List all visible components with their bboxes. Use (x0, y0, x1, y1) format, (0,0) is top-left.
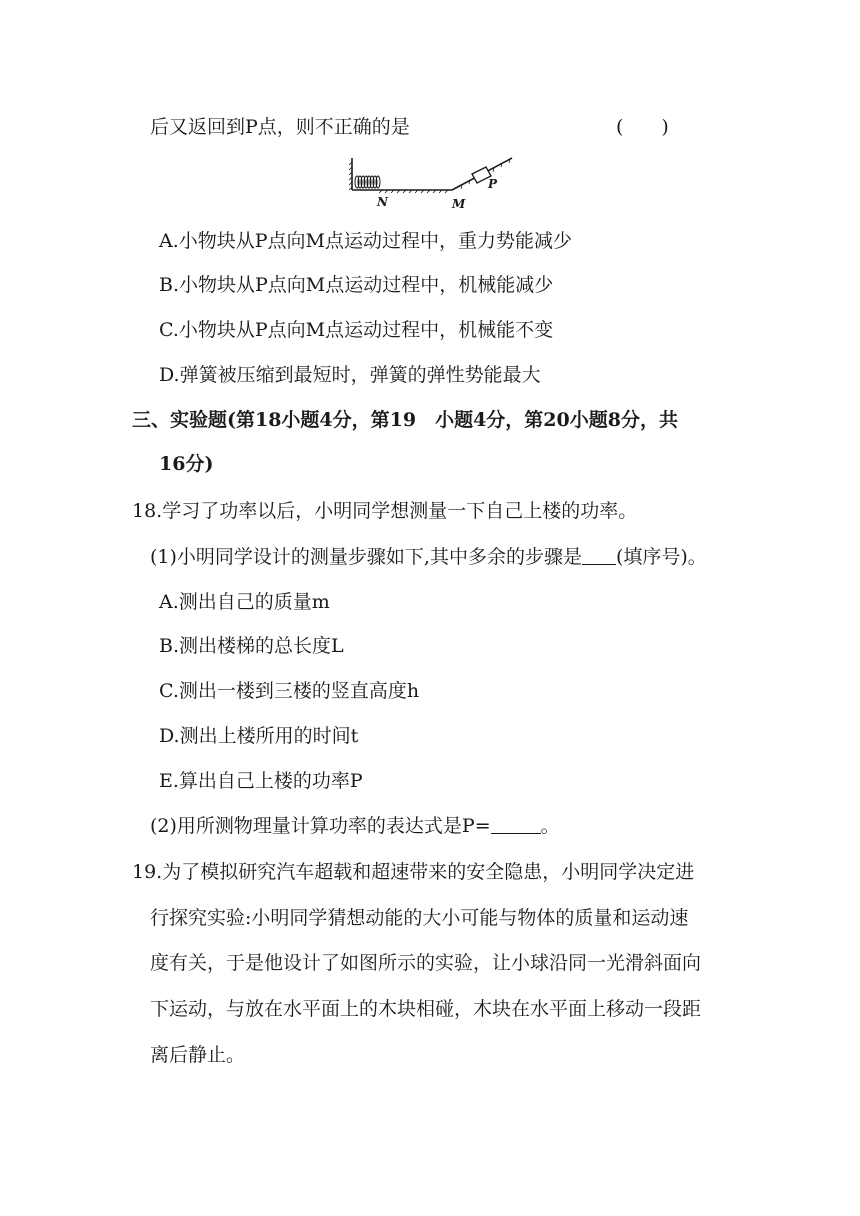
q18-part2-after: 。 (540, 815, 560, 837)
label-m: M (452, 197, 466, 211)
q19-line-4: 下运动，与放在水平面上的木块相碰，木块在水平面上移动一段距 (150, 998, 702, 1020)
q18-part2-before: (2)用所测物理量计算功率的表达式是P= (150, 815, 491, 837)
q19-line-5: 离后静止。 (150, 1044, 246, 1066)
spring-track-figure (348, 152, 518, 212)
q18-part1-blank[interactable] (582, 546, 616, 565)
q17-option-a: A.小物块从P点向M点运动过程中，重力势能减少 (159, 230, 573, 252)
q18-part2 (150, 814, 560, 838)
q17-option-b: B.小物块从P点向M点运动过程中，机械能减少 (159, 274, 554, 296)
q19-line-2: 行探究实验:小明同学猜想动能的大小可能与物体的质量和运动速 (150, 907, 689, 929)
q18-part1-before: (1)小明同学设计的测量步骤如下,其中多余的步骤是 (150, 546, 582, 568)
q18-part1 (150, 545, 707, 569)
q18-step-a: A.测出自己的质量m (159, 591, 330, 613)
spring (355, 176, 380, 188)
q19-line-3: 度有关，于是他设计了如图所示的实验，让小球沿同一光滑斜面向 (150, 952, 702, 974)
label-p: P (488, 177, 498, 191)
q19-line-1: 19.为了模拟研究汽车超载和超速带来的安全隐患，小明同学决定进 (132, 861, 695, 883)
q17-stem-tail: 后又返回到P点，则不正确的是 (150, 116, 410, 138)
q18-step-e: E.算出自己上楼的功率P (159, 770, 363, 792)
q18-part2-blank[interactable] (491, 815, 541, 834)
q18-step-d: D.测出上楼所用的时间t (159, 725, 359, 747)
label-n: N (377, 195, 388, 209)
q18-step-c: C.测出一楼到三楼的竖直高度h (159, 680, 420, 702)
q18-step-b: B.测出楼梯的总长度L (159, 635, 344, 657)
q18-part1-after: (填序号)。 (615, 546, 707, 568)
section3-heading-line1: 三、实验题(第18小题4分，第19 小题4分，第20小题8分，共 (132, 409, 678, 431)
q17-option-d: D.弹簧被压缩到最短时，弹簧的弹性势能最大 (159, 364, 541, 386)
q17-answer-paren: ( ) (616, 116, 669, 138)
section3-heading-line2: 16分) (159, 453, 214, 475)
q18-stem: 18.学习了功率以后，小明同学想测量一下自己上楼的功率。 (132, 500, 638, 522)
q17-option-c: C.小物块从P点向M点运动过程中，机械能不变 (159, 319, 554, 341)
